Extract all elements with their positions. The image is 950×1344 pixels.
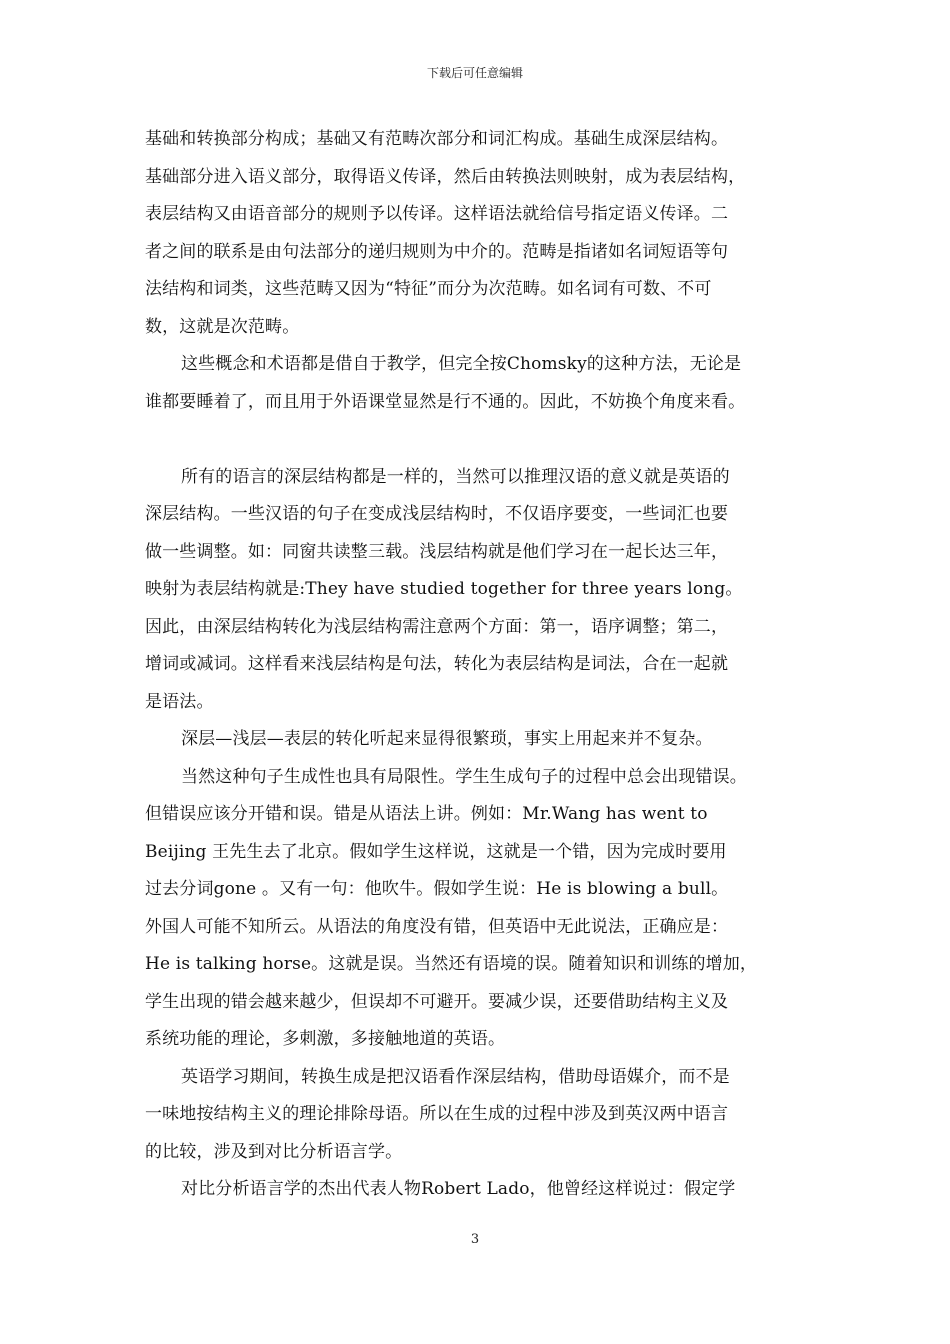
body-text (145, 121, 809, 1209)
text-line: 是语法。 (145, 691, 214, 712)
text-line: 对比分析语言学的杰出代表人物Robert Lado，他曾经这样说过：假定学 (181, 1179, 736, 1199)
text-line: 系统功能的理论，多刺激，多接触地道的英语。 (145, 1029, 506, 1049)
text-line: 法结构和词类，这些范畴又因为“特征”而分为次范畴。如名词有可数、不可 (145, 279, 712, 299)
text-line: 基础和转换部分构成；基础又有范畴次部分和词汇构成。基础生成深层结构。 (145, 129, 729, 149)
text-line: 者之间的联系是由句法部分的递归规则为中介的。范畴是指诸如名词短语等句 (145, 241, 729, 262)
text-line: He is talking horse。这就是误。当然还有语境的误。随着知识和训练的增加， (145, 954, 758, 974)
paragraph-gap (145, 421, 809, 459)
text-line: 外国人可能不知所云。从语法的角度没有错，但英语中无此说法，正确应是： (145, 916, 729, 937)
text-line: 英语学习期间，转换生成是把汉语看作深层结构，借助母语媒介，而不是 (181, 1066, 730, 1087)
text-line: 一味地按结构主义的理论排除母语。所以在生成的过程中涉及到英汉两中语言 (145, 1104, 729, 1124)
text-line: 这些概念和术语都是借自于教学，但完全按Chomsky的这种方法，无论是 (181, 354, 742, 374)
text-line: 过去分词gone 。又有一句：他吹牛。假如学生说：He is blowing a bull。 (145, 879, 729, 899)
text-line: 表层结构又由语音部分的规则予以传译。这样语法就给信号指定语义传译。二 (145, 204, 729, 224)
text-line: 数，这就是次范畴。 (145, 316, 300, 337)
text-line: 所有的语言的深层结构都是一样的，当然可以推理汉语的意义就是英语的 (181, 466, 730, 487)
text-line: 增词或减词。这样看来浅层结构是句法，转化为表层结构是词法，合在一起就 (145, 654, 729, 674)
text-line: 但错误应该分开错和误。错是从语法上讲。例如：Mr.Wang has went to (145, 804, 708, 824)
text-line: 深层结构。一些汉语的句子在变成浅层结构时，不仅语序要变，一些词汇也要 (145, 504, 729, 524)
text-line: 因此，由深层结构转化为浅层结构需注意两个方面：第一，语序调整；第二， (145, 616, 729, 637)
text-line: 做一些调整。如：同窗共读整三载。浅层结构就是他们学习在一起长达三年， (145, 541, 729, 562)
text-line: 学生出现的错会越来越少，但误却不可避开。要减少误，还要借助结构主义及 (145, 991, 729, 1012)
text-line: 基础部分进入语义部分，取得语义传译，然后由转换法则映射，成为表层结构， (145, 166, 746, 187)
text-line: 深层—浅层—表层的转化听起来显得很繁琐，事实上用起来并不复杂。 (181, 729, 713, 749)
text-line: 当然这种句子生成性也具有局限性。学生生成句子的过程中总会出现错误。 (181, 766, 747, 787)
text-line: Beijing 王先生去了北京。假如学生这样说，这就是一个错，因为完成时要用 (145, 841, 727, 862)
text-line: 谁都要睡着了，而且用于外语课堂显然是行不通的。因此，不妨换个角度来看。 (145, 391, 746, 412)
text-line: 映射为表层结构就是:They have studied together for three years long。 (145, 579, 743, 599)
page-header: 下载后可任意编辑 (426, 66, 523, 80)
page-number: 3 (470, 1232, 480, 1247)
text-line: 的比较，涉及到对比分析语言学。 (145, 1141, 403, 1162)
